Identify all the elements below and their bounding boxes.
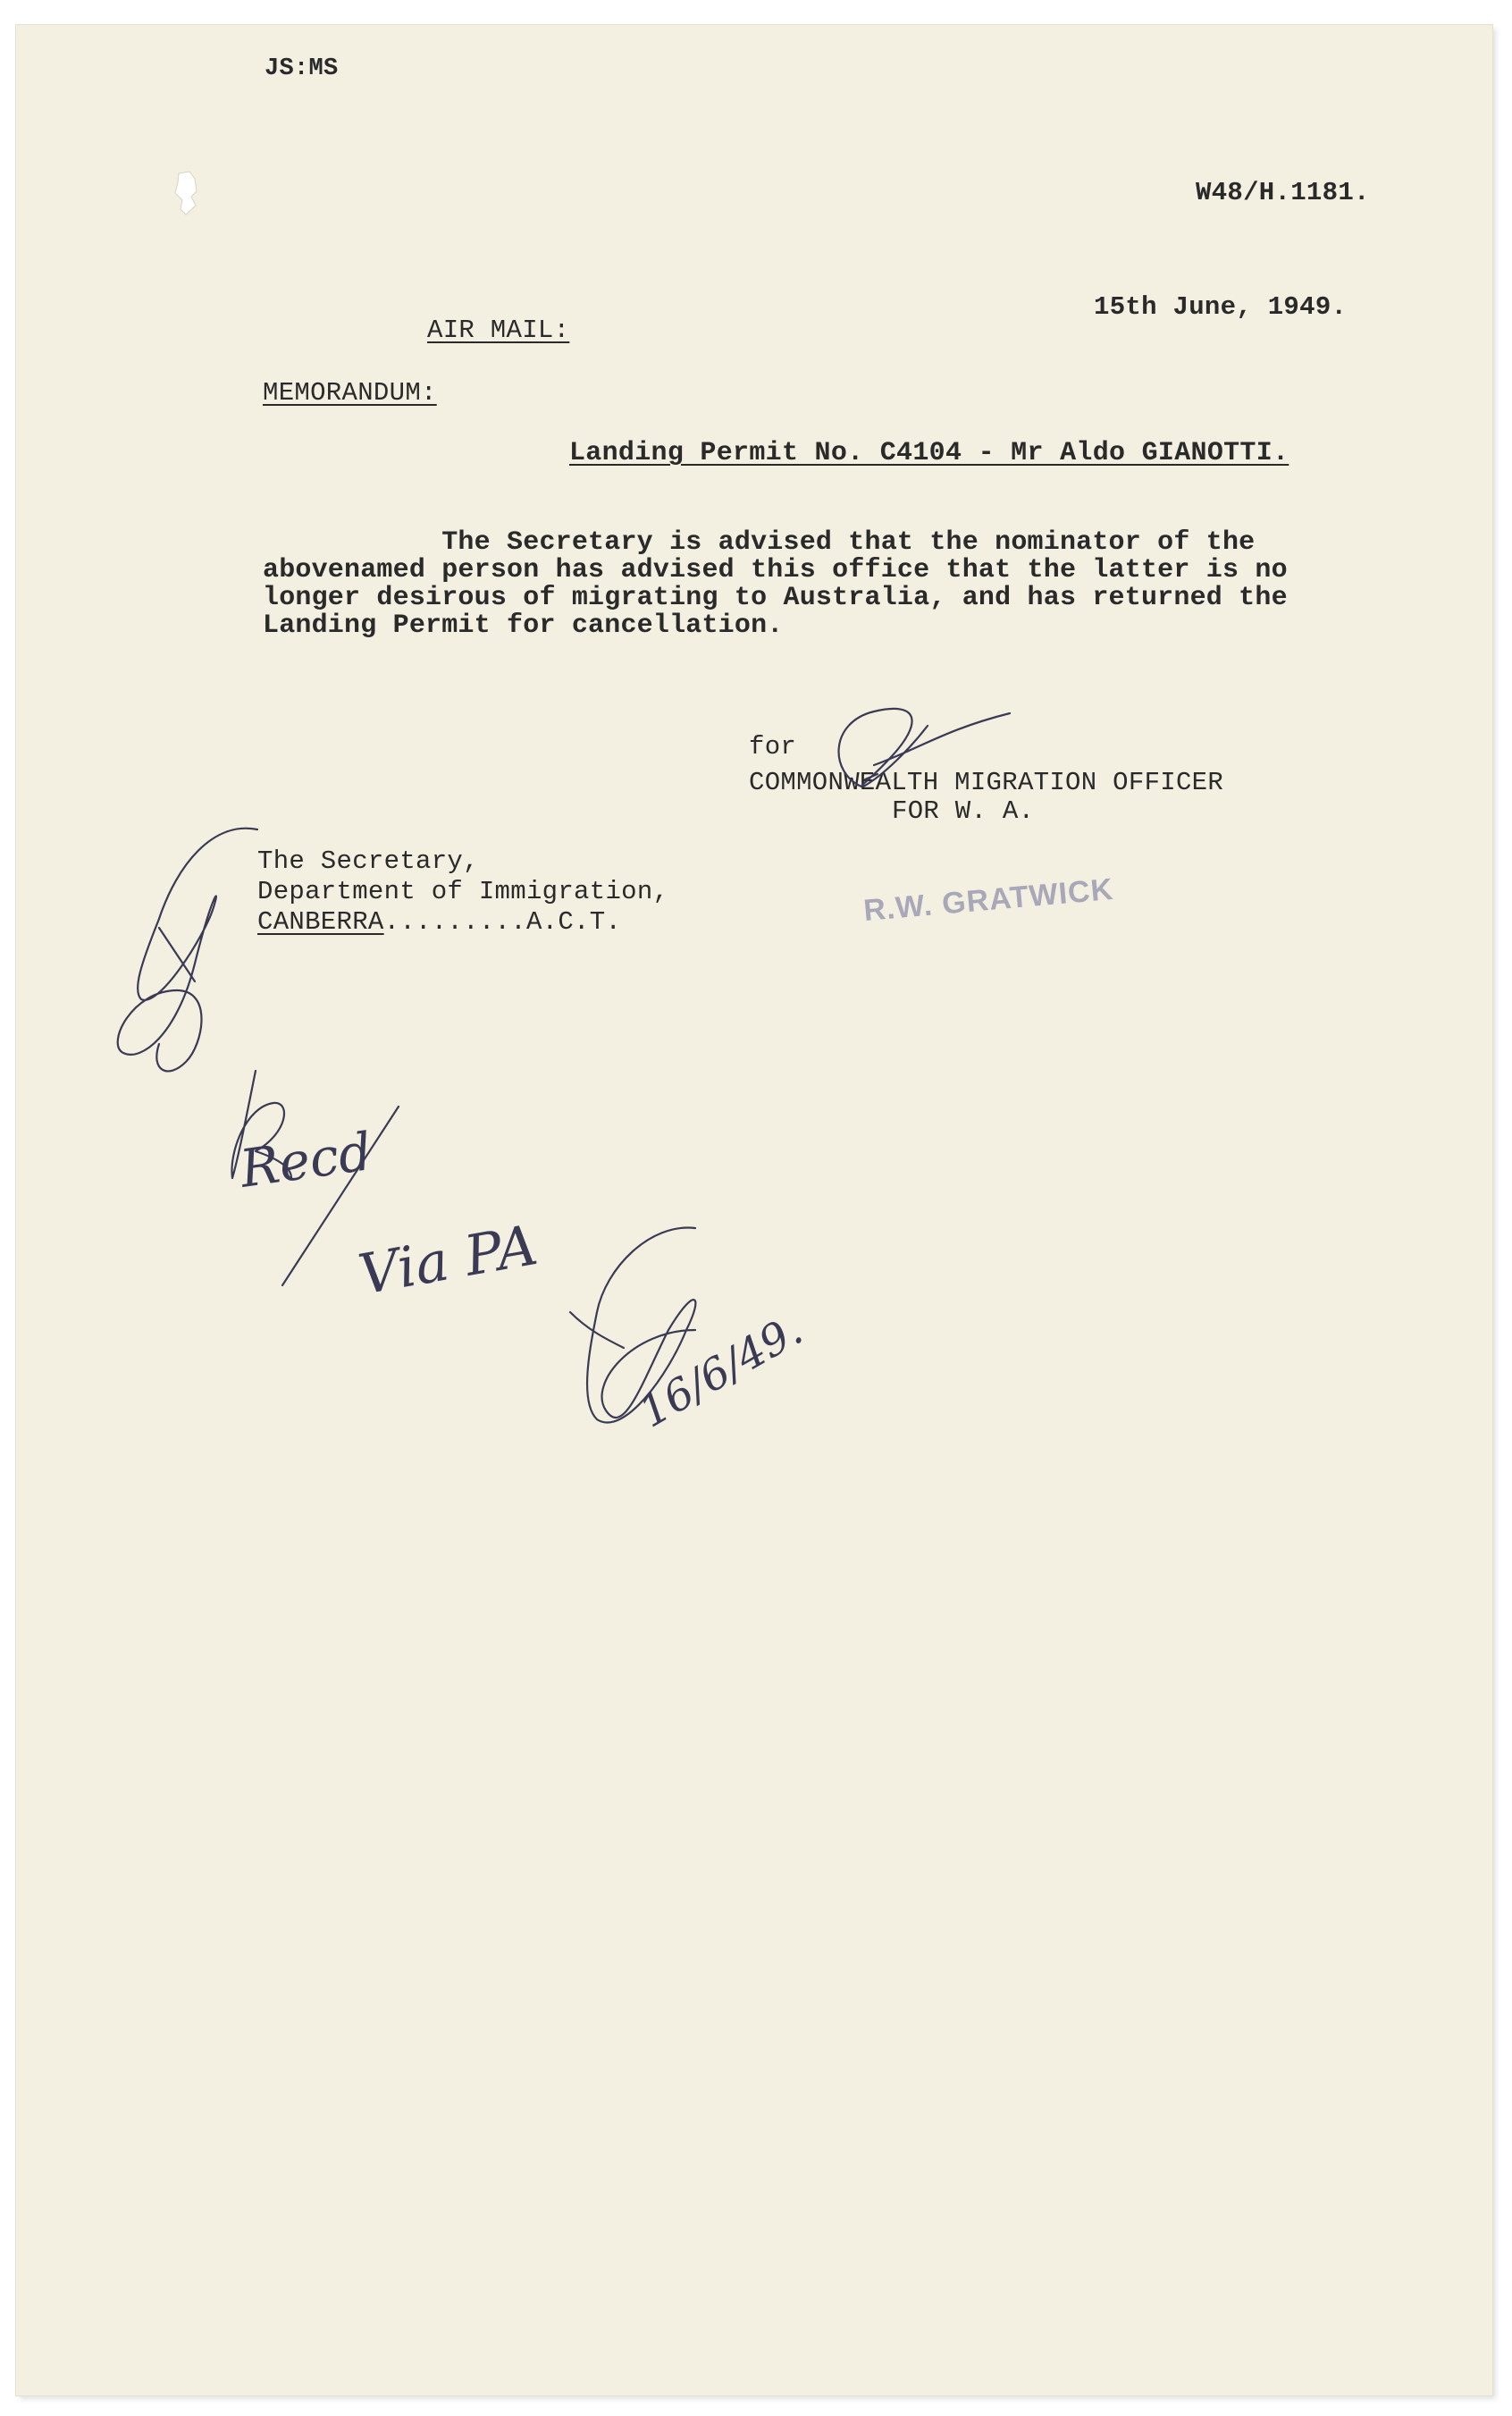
addressee-city: CANBERRA xyxy=(257,907,384,937)
handwritten-date: 16/6/49. xyxy=(631,1304,811,1438)
signature-for: for xyxy=(749,732,797,762)
subject-line: Landing Permit No. C4104 - Mr Aldo GIANOTTI. xyxy=(569,438,1289,468)
addressee-state: .........A.C.T. xyxy=(383,907,622,937)
body-line: abovenamed person has advised this office that the latter is no xyxy=(263,555,1288,585)
handwritten-receipt-note xyxy=(220,1053,595,1321)
body-line: longer desirous of migrating to Australia, and has returned the xyxy=(263,583,1288,613)
memo-sheet xyxy=(16,25,1492,2395)
letter-date: 15th June, 1949. xyxy=(1094,292,1348,322)
officer-signature xyxy=(776,686,1008,803)
officer-region: FOR W. A. xyxy=(892,796,1035,826)
handwritten-initial-date xyxy=(543,1214,811,1473)
document-type: MEMORANDUM: xyxy=(263,378,437,408)
handwritten-recd: Recd xyxy=(236,1120,376,1200)
margin-initial-signature xyxy=(79,812,275,1080)
reference-initials: JS:MS xyxy=(265,55,339,82)
file-number: W48/H.1181. xyxy=(1196,178,1370,207)
addressee-line: Department of Immigration, xyxy=(257,877,669,906)
officer-title: COMMONWEALTH MIGRATION OFFICER xyxy=(749,768,1224,797)
handwritten-via-pa: Via PA xyxy=(353,1211,542,1308)
punch-hole xyxy=(173,170,200,216)
delivery-method: AIR MAIL: xyxy=(427,316,570,345)
body-line: The Secretary is advised that the nominator of the xyxy=(263,527,1256,558)
addressee-line xyxy=(257,908,621,936)
name-stamp: R.W. GRATWICK xyxy=(861,871,1115,929)
addressee-line: The Secretary, xyxy=(257,846,479,876)
body-line: Landing Permit for cancellation. xyxy=(263,610,784,641)
